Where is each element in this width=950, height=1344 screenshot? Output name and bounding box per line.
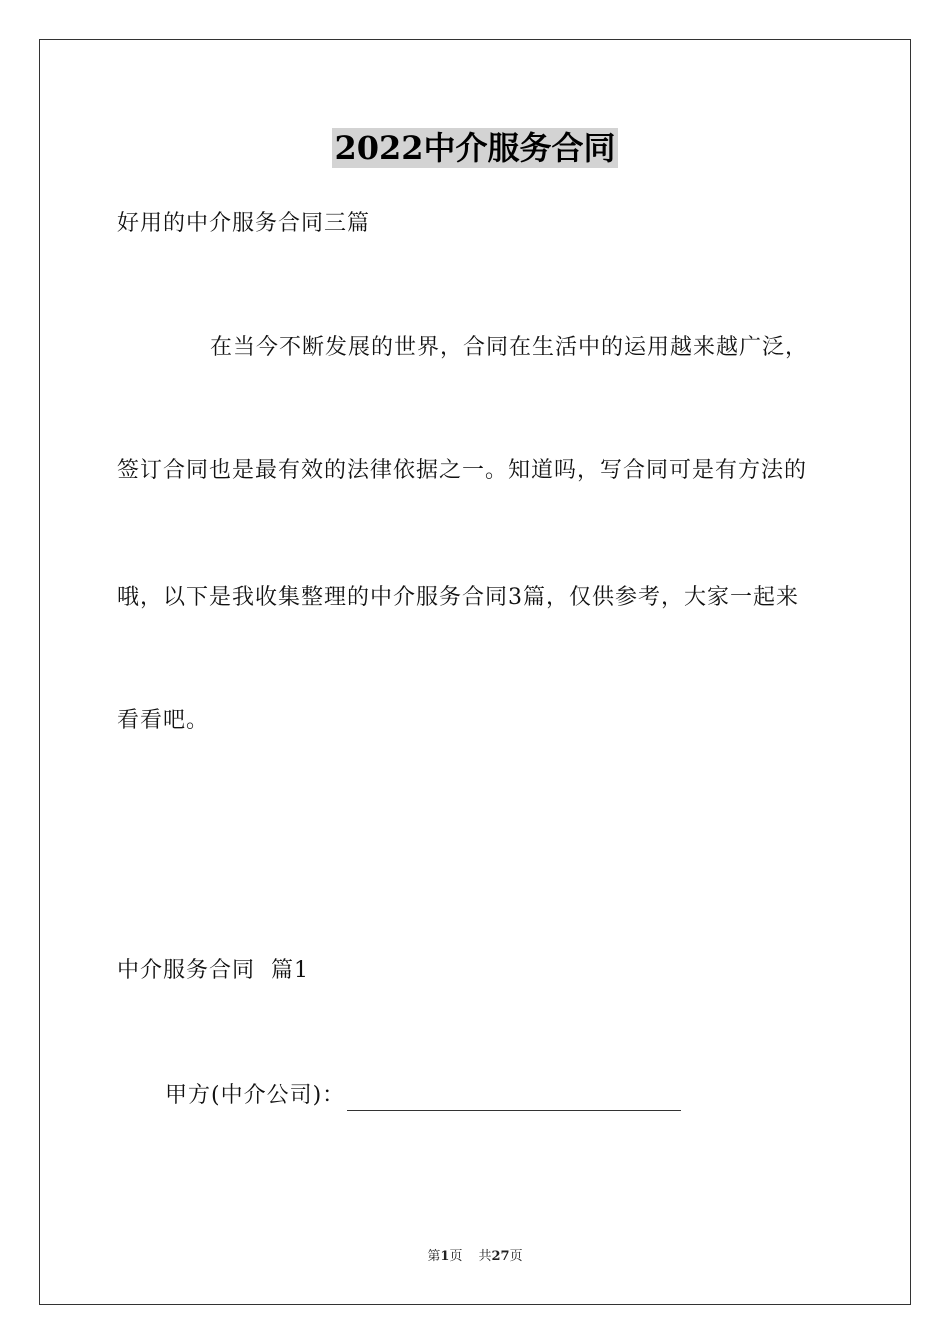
document-title: 2022中介服务合同 (334, 129, 616, 167)
footer-total-pages: 27 (491, 1249, 510, 1264)
document-subtitle: 好用的中介服务合同三篇 (117, 211, 371, 236)
footer-page-number: 1 (440, 1249, 450, 1264)
party-a-row (165, 1081, 681, 1111)
footer-total-suffix: 页 (509, 1249, 523, 1264)
footer-total-prefix: 共 (478, 1249, 492, 1264)
intro-line-3: 哦，以下是我收集整理的中介服务合同3篇，仅供参考，大家一起来 (117, 585, 799, 610)
section-heading: 中介服务合同 篇1 (117, 958, 309, 983)
page-footer (0, 1248, 950, 1266)
title-container (0, 128, 950, 168)
footer-page-prefix: 第 (427, 1249, 441, 1264)
intro-line-4: 看看吧。 (117, 708, 210, 733)
party-a-blank-line (347, 1088, 681, 1111)
footer-page-suffix: 页 (449, 1249, 463, 1264)
intro-line-1: 在当今不断发展的世界，合同在生活中的运用越来越广泛， (210, 335, 809, 360)
intro-line-2: 签订合同也是最有效的法律依据之一。知道吗，写合同可是有方法的 (117, 458, 808, 483)
party-a-label: 甲方(中介公司)： (165, 1083, 346, 1108)
